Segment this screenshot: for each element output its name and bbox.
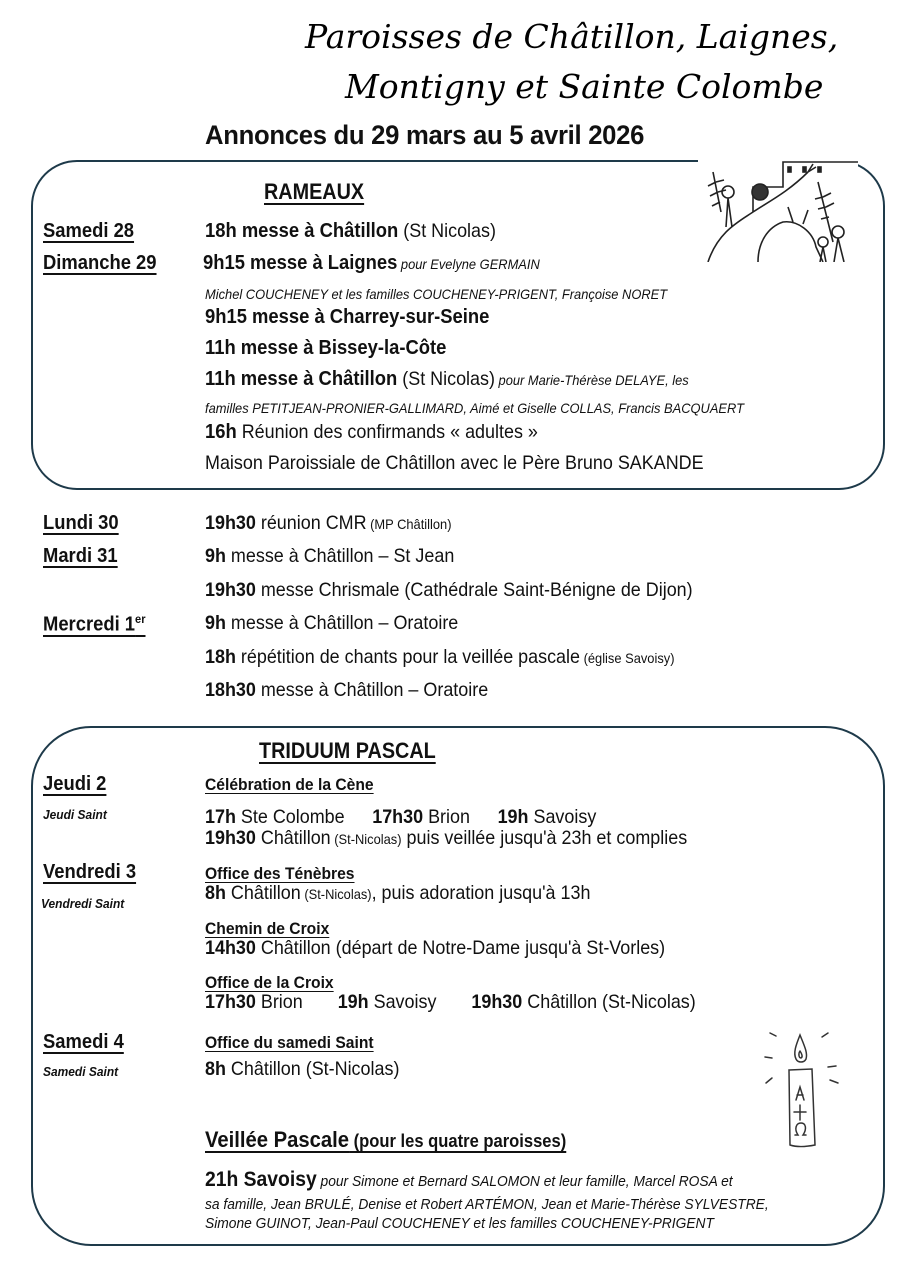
day-vendredi-3: Vendredi 3 (43, 861, 137, 883)
veillee-intentions-line3: Simone GUINOT, Jean-Paul COUCHENEY et les familles COUCHENEY-PRIGENT (205, 1215, 714, 1232)
office-samedi-saint-heading: Office du samedi Saint (205, 1033, 374, 1052)
parish-title-line1: Paroisses de Châtillon, Laignes, (305, 17, 839, 56)
day-dimanche-29: Dimanche 29 (43, 252, 157, 274)
rameaux-entry: Maison Paroissiale de Châtillon avec le Père Bruno SAKANDE (205, 452, 704, 474)
day-lundi-30: Lundi 30 (43, 512, 119, 534)
samedi-line: 8h Châtillon (St-Nicolas) (205, 1058, 400, 1080)
week-entry: 9h messe à Châtillon – St Jean (205, 545, 455, 567)
chemin-de-croix-heading: Chemin de Croix (205, 919, 330, 938)
office-croix-heading: Office de la Croix (205, 973, 334, 992)
rameaux-entry: 9h15 messe à Charrey-sur-Seine (205, 306, 490, 328)
veillee-pascale-heading: Veillée Pascale (pour les quatre paroisses) (205, 1127, 567, 1152)
paschal-candle-icon (760, 1025, 850, 1155)
palm-sunday-illustration-icon (698, 152, 858, 262)
office-tenebres-heading: Office des Ténèbres (205, 864, 355, 883)
announcements-period: Annonces du 29 mars au 5 avril 2026 (205, 120, 645, 150)
day-mercredi-1er: Mercredi 1er (43, 612, 146, 636)
jeudi-chatillon-line: 19h30 Châtillon (St-Nicolas) puis veillée jusqu'à 23h et complies (205, 827, 688, 849)
rameaux-entry: 11h messe à Châtillon (St Nicolas) pour Marie-Thérèse DELAYE, les (205, 368, 689, 390)
week-entry: 18h30 messe à Châtillon – Oratoire (205, 679, 489, 701)
samedi-saint-label: Samedi Saint (43, 1064, 119, 1079)
rameaux-entry: 18h messe à Châtillon (St Nicolas) (205, 220, 496, 242)
jeudi-times-line: 17h Ste Colombe 17h30 Brion 19h Savoisy (205, 806, 597, 828)
croix-line: 17h30 Brion 19h Savoisy 19h30 Châtillon (St-Nicolas) (205, 991, 696, 1013)
veillee-intentions-line1: 21h Savoisy pour Simone et Bernard SALOMON et leur famille, Marcel ROSA et (205, 1168, 733, 1191)
day-mardi-31: Mardi 31 (43, 545, 118, 567)
chemin-line: 14h30 Châtillon (départ de Notre-Dame jusqu'à St-Vorles) (205, 937, 666, 959)
day-samedi-4: Samedi 4 (43, 1031, 124, 1053)
vendredi-saint-label: Vendredi Saint (41, 896, 125, 911)
rameaux-entry: 16h Réunion des confirmands « adultes » (205, 421, 538, 443)
rameaux-entry-names: Michel COUCHENEY et les familles COUCHENEY-PRIGENT, Françoise NORET (205, 286, 668, 302)
parish-title-line2: Montigny et Sainte Colombe (345, 67, 824, 106)
rameaux-title: RAMEAUX (264, 179, 365, 204)
celebration-cene-heading: Célébration de la Cène (205, 775, 374, 794)
day-jeudi-2: Jeudi 2 (43, 773, 107, 795)
tenebres-line: 8h Châtillon (St-Nicolas), puis adoration jusqu'à 13h (205, 882, 591, 904)
week-entry: 18h répétition de chants pour la veillée pascale (église Savoisy) (205, 646, 675, 668)
rameaux-entry: 9h15 messe à Laignes pour Evelyne GERMAIN (203, 252, 540, 274)
rameaux-entry-names: familles PETITJEAN-PRONIER-GALLIMARD, Aimé et Giselle COLLAS, Francis BACQUAERT (205, 400, 744, 416)
triduum-title: TRIDUUM PASCAL (259, 738, 436, 763)
jeudi-saint-label: Jeudi Saint (43, 807, 107, 822)
week-entry: 19h30 messe Chrismale (Cathédrale Saint-Bénigne de Dijon) (205, 579, 693, 601)
week-entry: 9h messe à Châtillon – Oratoire (205, 612, 459, 634)
day-samedi-28: Samedi 28 (43, 220, 135, 242)
rameaux-entry: 11h messe à Bissey-la-Côte (205, 337, 447, 359)
veillee-intentions-line2: sa famille, Jean BRULÉ, Denise et Robert ARTÉMON, Jean et Marie-Thérèse SYLVESTRE, (205, 1196, 769, 1213)
week-entry: 19h30 réunion CMR (MP Châtillon) (205, 512, 452, 534)
